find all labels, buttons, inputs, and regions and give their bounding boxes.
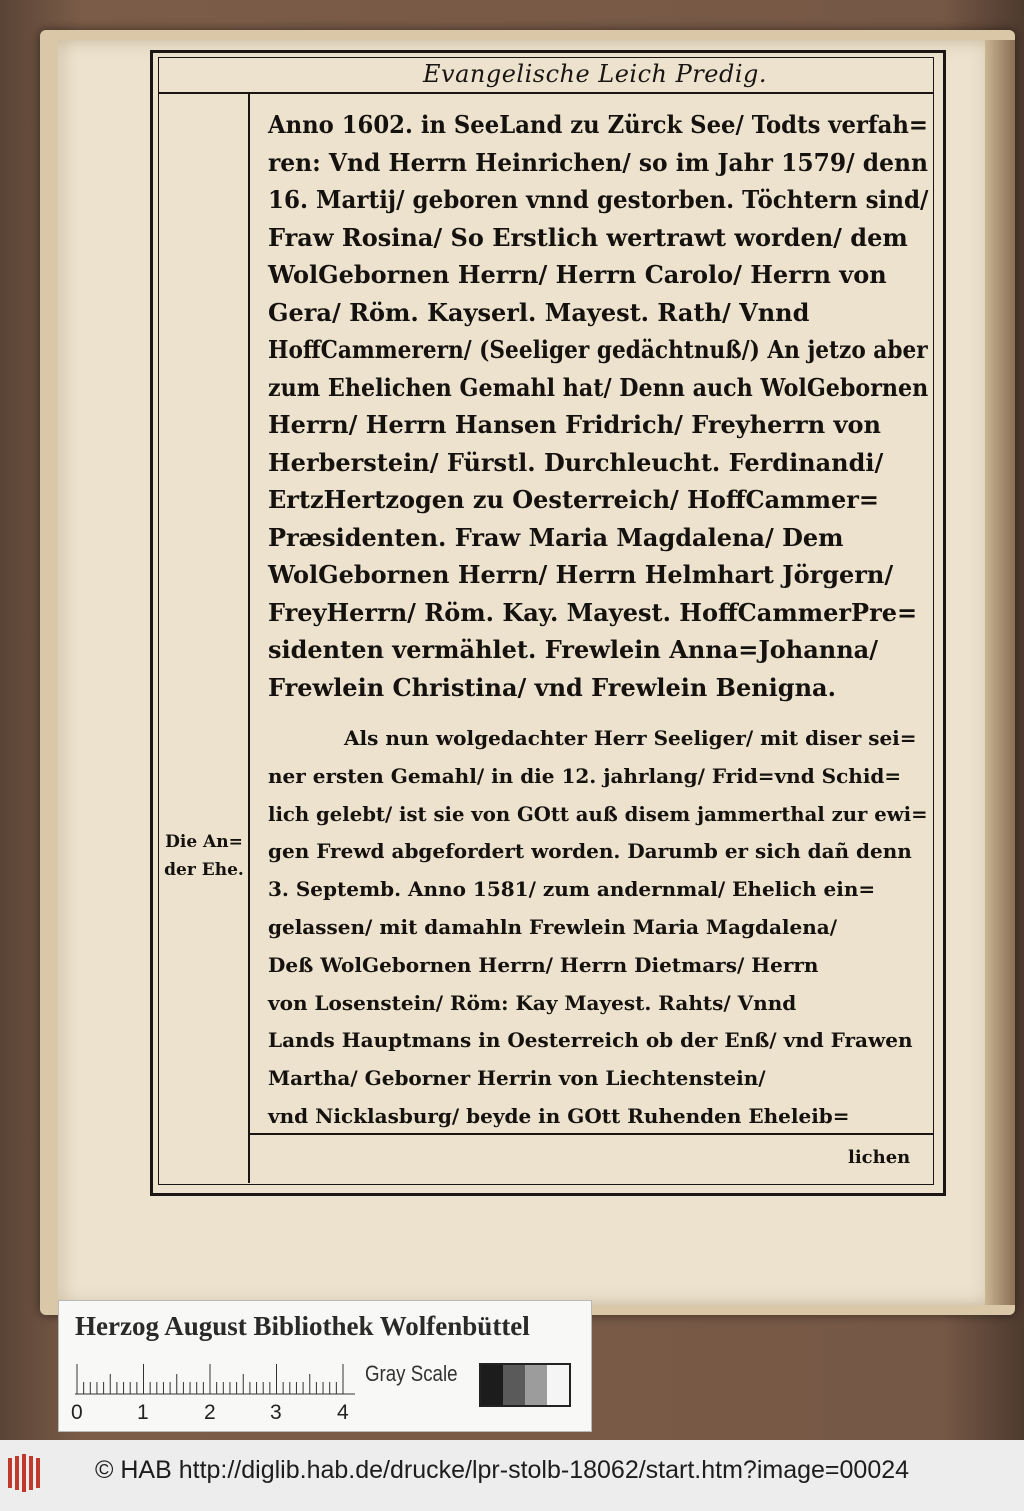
text-line: Lands Hauptmans in Oesterreich ob der Enß/ vnd Frawen [268,1028,913,1053]
color-reference-card [58,1300,592,1432]
text-line: gelassen/ mit damahln Frewlein Maria Magdalena/ [268,914,838,939]
text-line: ErtzHertzogen zu Oesterreich/ HoffCammer= [268,485,880,514]
text-line: HoffCammerern/ (Seeliger gedächtnuß/) An jetzo aber [268,335,928,364]
text-line: 16. Martij/ geboren vnnd gestorben. Töchtern sind/ [268,185,929,214]
text-line: Deß WolGebornen Herrn/ Herrn Dietmars/ Herrn [268,952,819,977]
text-line: Als nun wolgedachter Herr Seeliger/ mit diser sei= [344,726,917,750]
hab-logo-icon [6,1452,46,1494]
text-line: zum Ehelichen Gemahl hat/ Denn auch WolGebornen [268,372,929,402]
text-line: lich gelebt/ ist sie von GOtt auß disem jammerthal zur ewi= [268,801,928,826]
text-line: Gera/ Röm. Kayserl. Mayest. Rath/ Vnnd [268,297,810,327]
copyright-link[interactable]: © HAB http://diglib.hab.de/drucke/lpr-stolb-18062/start.htm?image=00024 [95,1456,910,1484]
gray-swatch [547,1365,569,1405]
margin-rule [248,92,250,1183]
running-head: Evangelische Leich Predig. [422,60,767,88]
footer-bar [0,1440,1024,1511]
text-line: ren: Vnd Herrn Heinrichen/ so im Jahr 1579/ denn [268,147,928,177]
text-line: Herrn/ Herrn Hansen Fridrich/ Freyherrn von [268,410,881,439]
gray-scale-label: Gray Scale [365,1361,458,1386]
text-line: von Losenstein/ Röm: Kay Mayest. Rahts/ Vnnd [268,990,797,1015]
ruler-number: 1 [137,1401,149,1424]
library-name: Herzog August Bibliothek Wolfenbüttel [75,1311,530,1341]
catchword: lichen [848,1147,911,1168]
text-line: Frewlein Christina/ vnd Frewlein Benigna. [268,672,836,702]
ruler-number: 0 [71,1401,83,1424]
text-line: vnd Nicklasburg/ beyde in GOtt Ruhenden Eheleib= [268,1103,850,1128]
body-text [268,106,928,1136]
text-line: Fraw Rosina/ So Erstlich wertrawt worden/ dem [268,222,908,252]
text-line: 3. Septemb. Anno 1581/ zum andernmal/ Ehelich ein= [268,877,876,902]
ruler-scale [75,1356,355,1396]
ruler-ticks [77,1364,343,1394]
header-rule [158,92,934,94]
gray-swatch [525,1365,547,1405]
marginal-note-line: Die An= [165,832,243,852]
text-line: Herberstein/ Fürstl. Durchleucht. Ferdinandi/ [268,447,884,477]
text-line: Martha/ Geborner Herrin von Liechtenstein/ [268,1066,766,1091]
ruler-number: 4 [337,1401,349,1424]
text-line: gen Frewd abgefordert worden. Darumb er sich dañ denn [268,839,912,864]
marginal-note-line: der Ehe. [164,860,244,880]
paragraph-1 [268,106,928,706]
text-line: ner ersten Gemahl/ in die 12. jahrlang/ Frid=vnd Schid= [268,763,902,788]
page-gutter [985,40,1015,1305]
ruler-number: 2 [204,1401,216,1424]
gray-scale-swatches [479,1363,571,1407]
text-line: Anno 1602. in SeeLand zu Zürck See/ Todts verfah= [268,110,928,139]
text-line: WolGebornen Herrn/ Herrn Carolo/ Herrn von [268,260,887,289]
gray-swatch [481,1365,503,1405]
ruler-number: 3 [270,1401,282,1424]
marginal-note [163,828,245,884]
text-line: Præsidenten. Fraw Maria Magdalena/ Dem [268,522,844,552]
gray-swatch [503,1365,525,1405]
text-line: WolGebornen Herrn/ Herrn Helmhart Jörgern/ [268,560,894,589]
text-line: sidenten vermählet. Frewlein Anna=Johanna/ [268,635,878,664]
paragraph-2 [268,720,928,1136]
text-line: FreyHerrn/ Röm. Kay. Mayest. HoffCammerPre= [268,597,918,627]
